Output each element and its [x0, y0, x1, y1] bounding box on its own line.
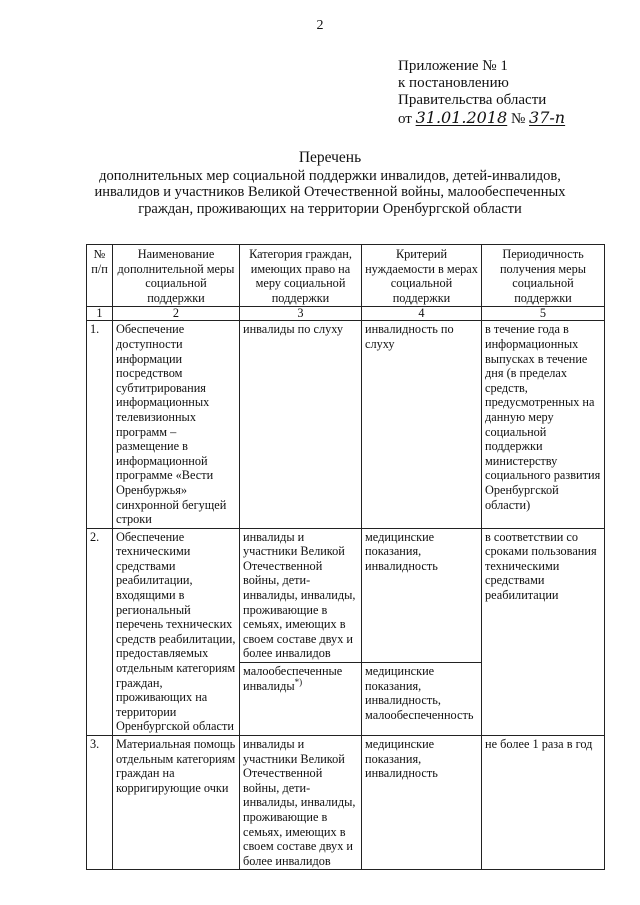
column-index: 5 [482, 307, 605, 321]
header-num: № п/п [87, 245, 113, 307]
header-measure: Наименование дополнительной меры социальной поддержки [113, 245, 240, 307]
handwritten-number: 37-п [529, 108, 566, 127]
column-index: 4 [362, 307, 482, 321]
column-index: 1 [87, 307, 113, 321]
table-row [87, 528, 605, 662]
handwritten-date: 31.01.2018 [415, 108, 508, 127]
measure-cell: Обеспечение доступности информации посредством субтитрирования информационных телевизионных программ – размещение в информационной программе «Вести Оренбуржья» синхронной бегущей строки [113, 321, 240, 528]
title-line-1: дополнительных мер социальной поддержки инвалидов, детей-инвалидов, [99, 167, 561, 184]
measure-cell: Обеспечение техническими средствами реабилитации, входящими в региональный перечень технических средств реабилитации, предоставляемых отдельным категориям граждан, проживающих на территории Оренбургской области [113, 528, 240, 735]
appendix-line-1: Приложение № 1 [398, 58, 508, 74]
category-cell: инвалиды и участники Великой Отечественной войны, дети-инвалиды, инвалиды, проживающие в семьях, имеющих в своем составе двух и более инвалидов [240, 528, 362, 662]
title-line-3: граждан, проживающих на территории Оренбургской области [138, 200, 522, 217]
category-cell-low-income [240, 663, 362, 736]
header-periodicity: Периодичность получения меры социальной поддержки [482, 245, 605, 307]
appendix-date-line [398, 109, 565, 128]
criterion-cell: медицинские показания, инвалидность [362, 528, 482, 662]
periodicity-cell: в соответствии со сроками пользования техническими средствами реабилитации [482, 528, 605, 735]
periodicity-cell: не более 1 раза в год [482, 736, 605, 870]
category-b-text: малообеспеченные инвалиды [243, 664, 343, 693]
document-title [60, 150, 600, 217]
appendix-block [398, 58, 565, 128]
page-number: 2 [316, 18, 324, 33]
table-row [87, 736, 605, 870]
header-criterion: Критерий нуждаемости в мерах социальной поддержки [362, 245, 482, 307]
category-cell: инвалиды по слуху [240, 321, 362, 528]
header-category: Категория граждан, имеющих право на меру социальной поддержки [240, 245, 362, 307]
category-cell: инвалиды и участники Великой Отечественной войны, дети-инвалиды, инвалиды, проживающие в семьях, имеющих в своем составе двух и более инвалидов [240, 736, 362, 870]
measures-table [86, 244, 605, 870]
column-index-row [87, 307, 605, 321]
footnote-mark: *) [294, 676, 303, 687]
criterion-cell: инвалидность по слуху [362, 321, 482, 528]
column-index: 3 [240, 307, 362, 321]
measure-cell: Материальная помощь отдельным категориям граждан на корригирующие очки [113, 736, 240, 870]
periodicity-cell: в течение года в информационных выпусках в течение дня (в пределах средств, предусмотренных на данную меру социальной поддержки министерству социального развития Оренбургской области) [482, 321, 605, 528]
date-prefix: от [398, 111, 412, 127]
title-heading: Перечень [298, 149, 362, 166]
title-line-2: инвалидов и участников Великой Отечественной войны, малообеспеченных [94, 184, 566, 200]
row-number: 3. [87, 736, 113, 870]
table-header-row [87, 245, 605, 307]
number-prefix: № [510, 111, 526, 127]
criterion-cell: медицинские показания, инвалидность [362, 736, 482, 870]
criterion-cell-low-income: медицинские показания, инвалидность, малообеспеченность [362, 663, 482, 736]
column-index: 2 [113, 307, 240, 321]
table-row [87, 321, 605, 528]
row-number: 1. [87, 321, 113, 528]
appendix-line-3: Правительства области [398, 92, 547, 108]
row-number: 2. [87, 528, 113, 735]
appendix-line-2: к постановлению [398, 75, 509, 91]
